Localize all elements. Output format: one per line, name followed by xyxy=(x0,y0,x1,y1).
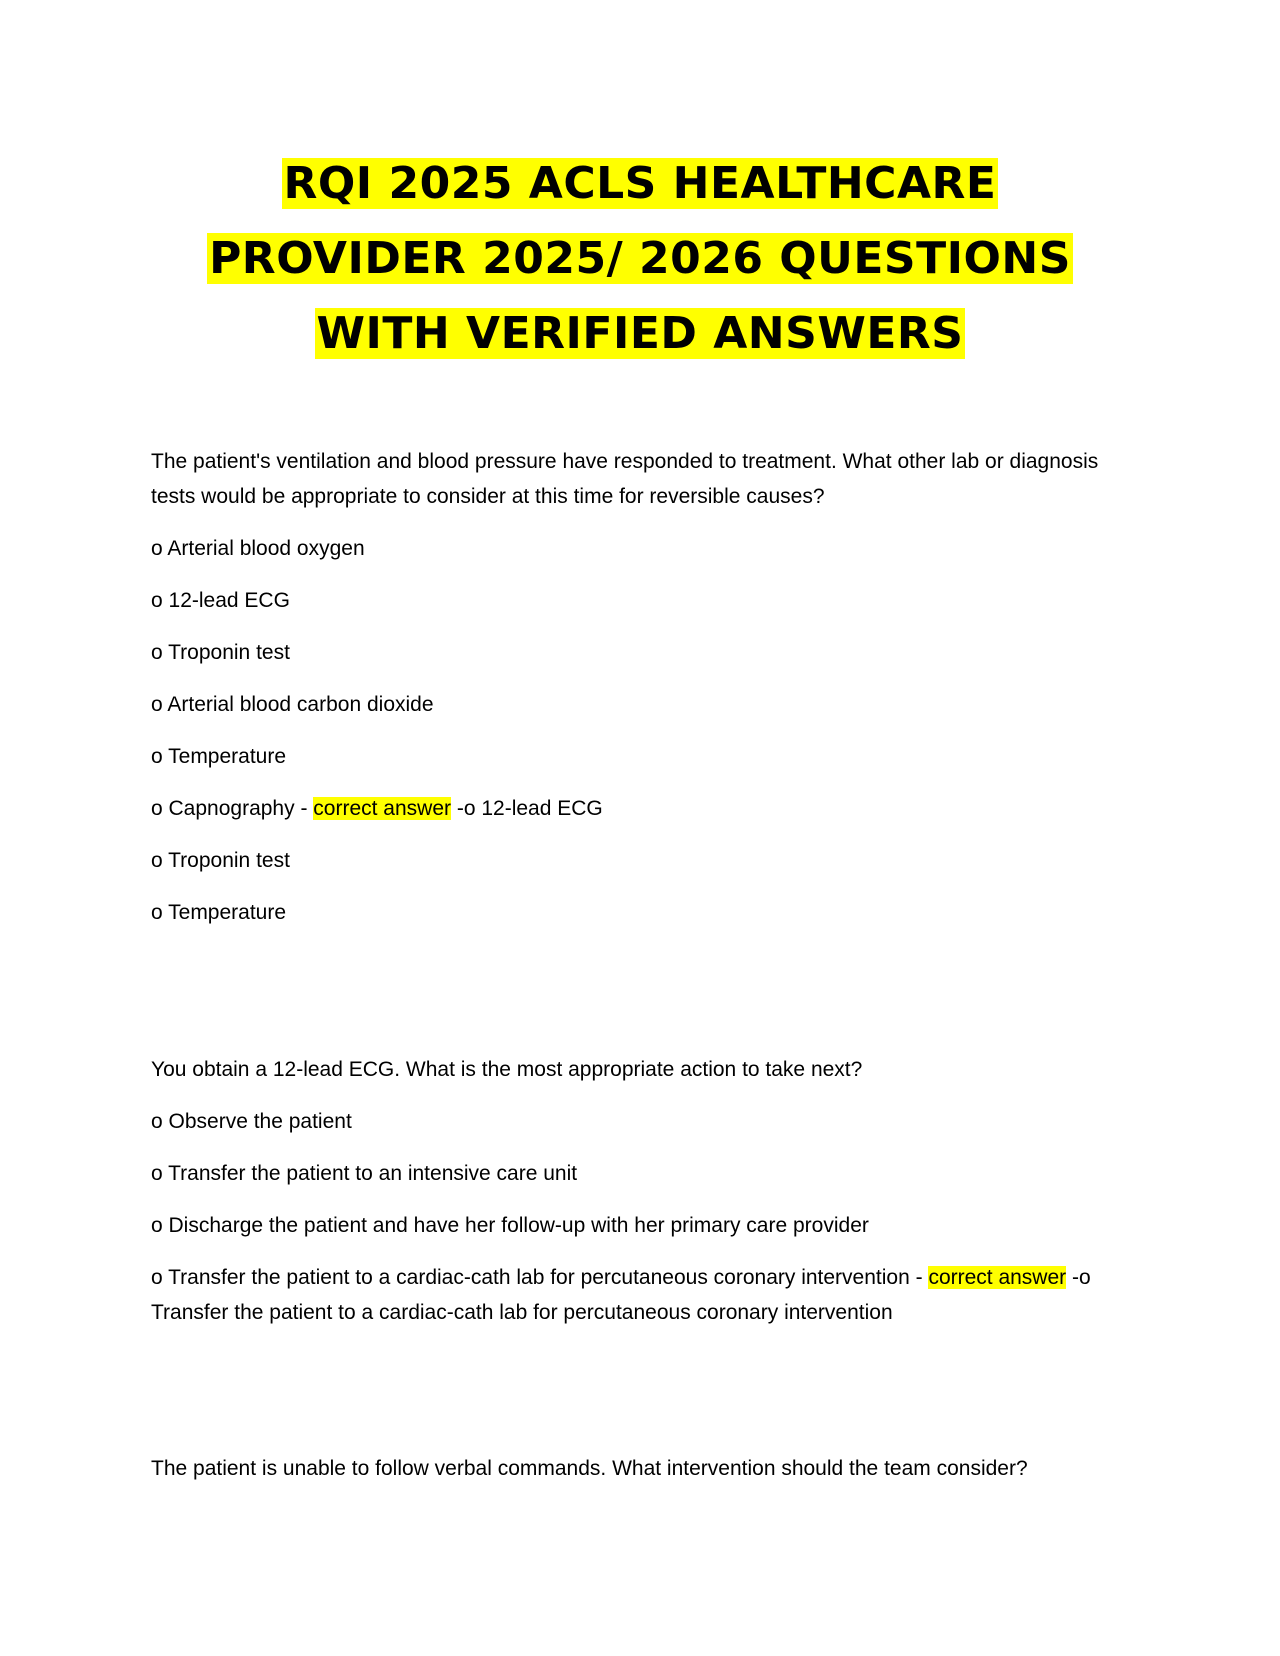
option-prefix: o Transfer the patient to a cardiac-cath lab for percutaneous coronary intervention - xyxy=(151,1266,929,1289)
option-item: o Discharge the patient and have her follow-up with her primary care provider xyxy=(151,1214,869,1237)
title-line-3 xyxy=(0,296,1280,371)
answer-text: -o Transfer the patient to a cardiac-cath lab for percutaneous coronary intervention xyxy=(151,1266,1091,1324)
option-item-with-answer xyxy=(151,1260,1141,1330)
title-line-3-text: WITH VERIFIED ANSWERS xyxy=(316,308,964,359)
option-item: o Troponin test xyxy=(151,641,290,664)
option-item: o Temperature xyxy=(151,745,287,768)
option-item: o 12-lead ECG xyxy=(151,589,290,612)
title-line-2-text: PROVIDER 2025/ 2026 QUESTIONS xyxy=(209,233,1071,284)
option-prefix: o Capnography - xyxy=(151,797,314,820)
document-title xyxy=(0,146,1280,371)
option-item: o Arterial blood carbon dioxide xyxy=(151,693,434,716)
answer-item: o Temperature xyxy=(151,901,287,924)
option-item: o Arterial blood oxygen xyxy=(151,537,365,560)
option-item-with-answer xyxy=(151,791,1141,826)
question-block-2 xyxy=(151,1052,1141,1347)
title-line-1 xyxy=(0,146,1280,221)
question-text: The patient's ventilation and blood pressure have responded to treatment. What other lab or diagnosis tests would be appropriate to consider at this time for reversible causes? xyxy=(151,450,1099,508)
question-block-3 xyxy=(151,1451,1141,1503)
title-line-2 xyxy=(0,221,1280,296)
question-text: The patient is unable to follow verbal commands. What intervention should the team consider? xyxy=(151,1457,1028,1480)
option-item: o Observe the patient xyxy=(151,1110,352,1133)
correct-answer-marker: correct answer xyxy=(313,797,451,820)
question-text: You obtain a 12-lead ECG. What is the most appropriate action to take next? xyxy=(151,1058,863,1081)
answer-item: o Troponin test xyxy=(151,849,290,872)
answer-text: -o 12-lead ECG xyxy=(451,797,603,820)
correct-answer-marker: correct answer xyxy=(928,1266,1067,1289)
question-block-1 xyxy=(151,444,1141,947)
title-line-1-text: RQI 2025 ACLS HEALTHCARE xyxy=(283,158,997,209)
option-item: o Transfer the patient to an intensive care unit xyxy=(151,1162,578,1185)
